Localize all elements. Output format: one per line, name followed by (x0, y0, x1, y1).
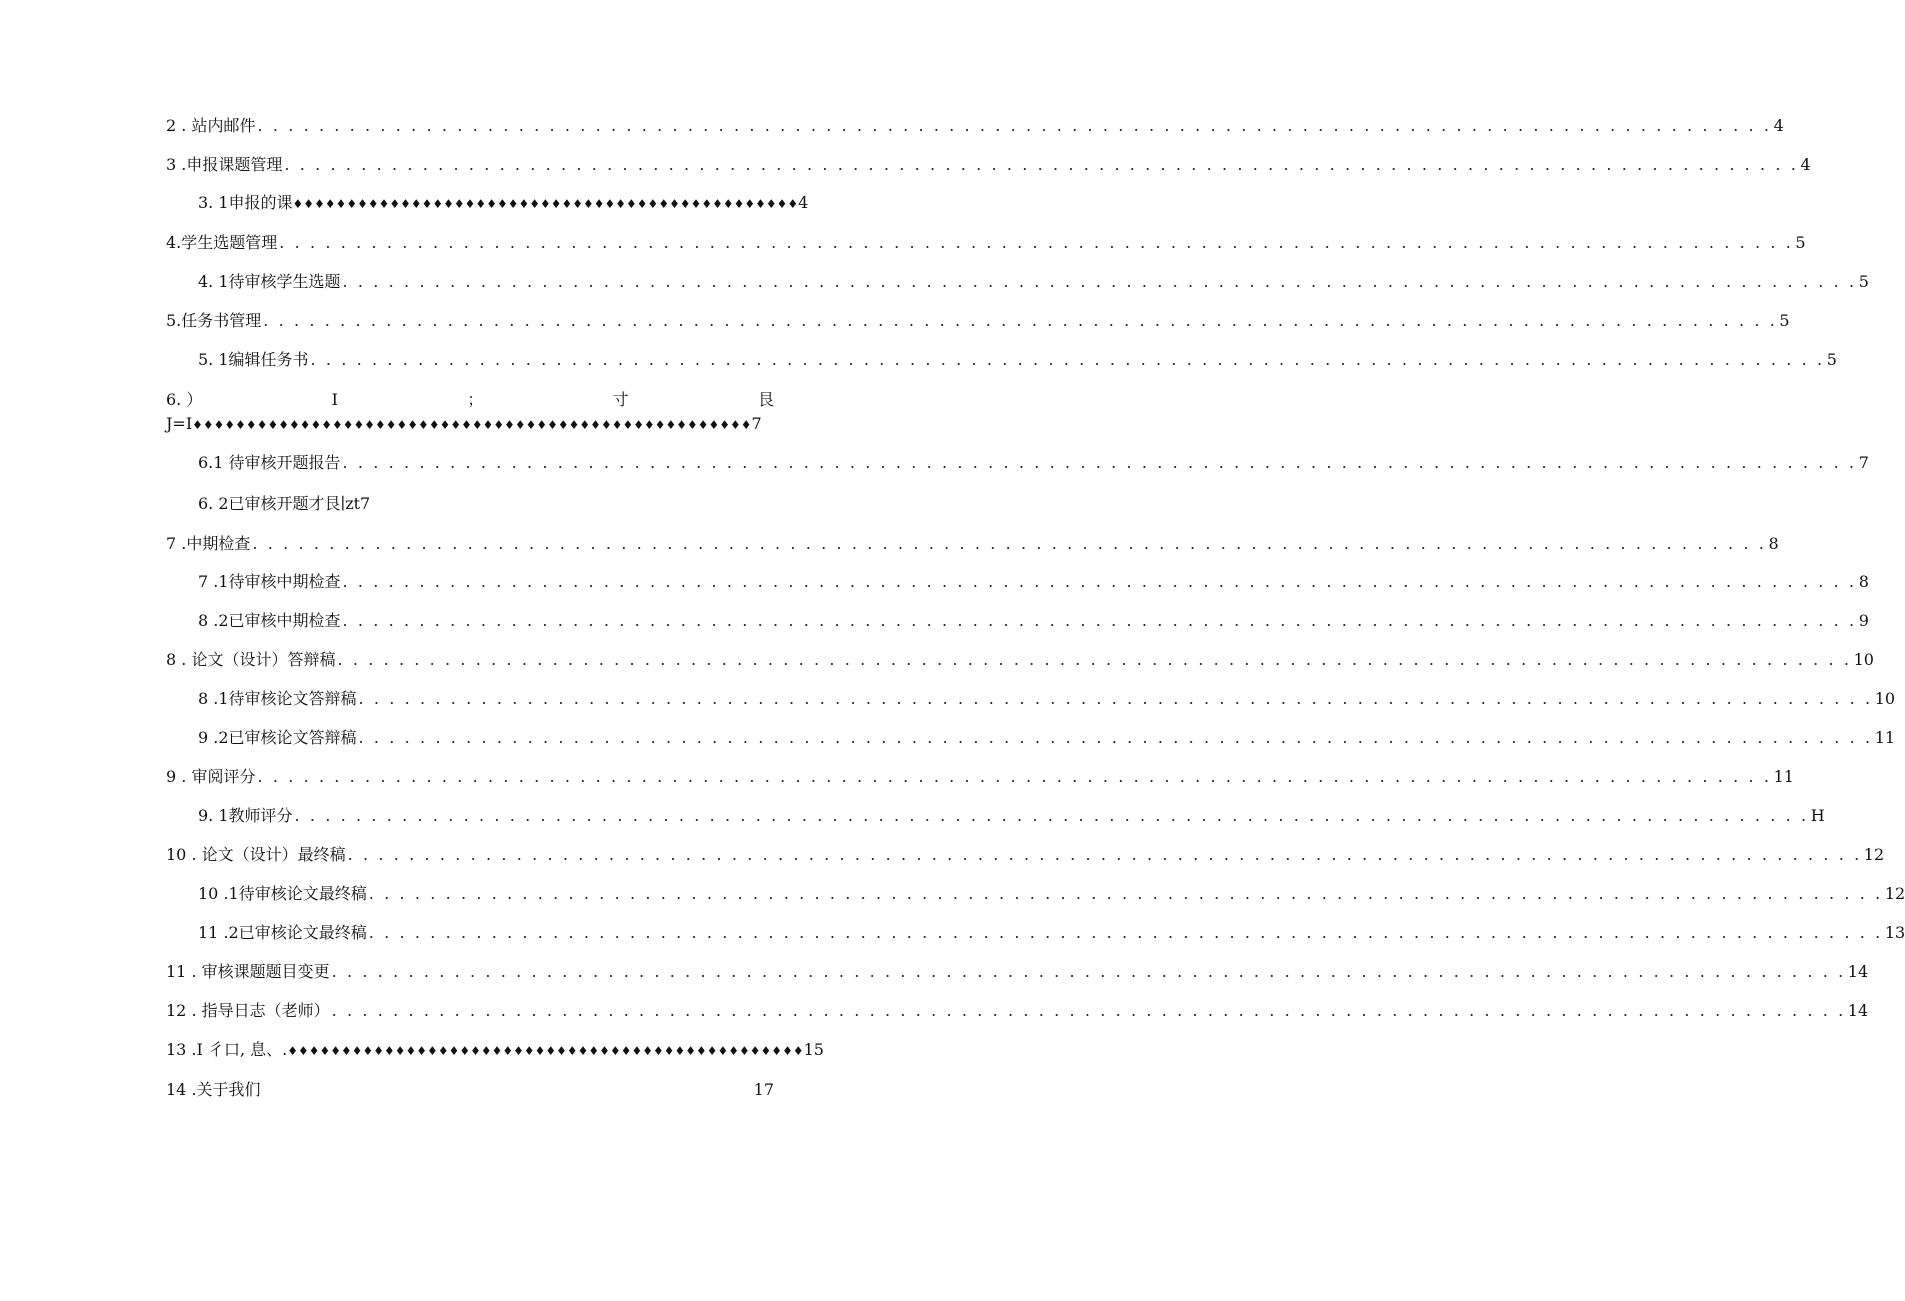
toc-entry (198, 451, 1869, 475)
toc-entry (166, 1078, 774, 1102)
toc-entry-page: 7 (751, 414, 762, 433)
toc-entry (198, 726, 1896, 750)
toc-entry (166, 412, 762, 436)
toc-entry-page: 4 (798, 193, 809, 212)
toc-entry-page: 9 (1858, 611, 1869, 630)
toc-leader-dots (282, 153, 1800, 177)
toc-garbled-leader: ♦♦♦♦♦♦♦♦♦♦♦♦♦♦♦♦♦♦♦♦♦♦♦♦♦♦♦♦♦♦♦♦♦♦♦♦♦♦♦♦♦♦♦♦♦♦♦ (292, 197, 799, 211)
toc-leader-dots (341, 270, 1859, 294)
toc-leader-dots (250, 532, 1768, 556)
toc-entry (166, 999, 1869, 1023)
toc-leader-dots (367, 882, 1885, 906)
toc-leader-dots (341, 570, 1859, 594)
toc-entry (198, 191, 809, 215)
toc-entry (198, 570, 1869, 594)
toc-entry (198, 882, 1905, 906)
toc-entry (198, 921, 1905, 945)
toc-entry-page: 13 (1884, 923, 1905, 942)
toc-entry-page: 8 (1858, 572, 1869, 591)
toc-entry-page: 14 (1847, 1001, 1869, 1020)
toc-entry-label: 9 . 审阅评分 (166, 767, 256, 786)
toc-entry-label: 14 .关于我们 (166, 1080, 261, 1099)
toc-fragment: 6. ） (166, 390, 203, 409)
toc-entry-label: 3 .申报课题管理 (166, 155, 283, 174)
toc-entry-page: 15 (803, 1040, 824, 1059)
toc-entry (198, 348, 1837, 372)
toc-entry-label: 8 .2已审核中期检查 (198, 611, 341, 630)
toc-entry-label: 4.学生选题管理 (166, 233, 278, 252)
toc-entry-label: 6.1 待审核开题报告 (198, 453, 341, 472)
toc-entry-page: 11 (1874, 728, 1896, 747)
toc-entry-label: 11 .2已审核论文最终稿 (198, 923, 367, 942)
toc-entry (198, 687, 1896, 711)
toc-entry-page: 12 (1863, 845, 1885, 864)
toc-leader-dots (261, 309, 1779, 333)
toc-entry-page: 17 (753, 1080, 774, 1099)
toc-entry-label: 8 .1待审核论文答辩稿 (198, 689, 357, 708)
toc-entry-page: 8 (1768, 534, 1779, 553)
toc-entry (166, 765, 1794, 789)
toc-entry (198, 609, 1869, 633)
toc-entry-label: 2 . 站内邮件 (166, 116, 256, 135)
toc-leader-dots (357, 726, 1875, 750)
toc-entry (198, 270, 1869, 294)
toc-entry (166, 1038, 824, 1062)
toc-entry-label: 4. 1待审核学生选题 (198, 272, 341, 291)
toc-entry-page: 4 (1800, 155, 1811, 174)
toc-fragment: 寸 (612, 390, 629, 409)
toc-entry (198, 804, 1825, 828)
toc-entry-label: 3. 1申报的课 (198, 193, 293, 212)
toc-entry-page: 4 (1773, 116, 1784, 135)
toc-leader-dots (367, 921, 1885, 945)
toc-entry-page: 7 (1858, 453, 1869, 472)
toc-entry (166, 960, 1869, 984)
toc-leader-dots (346, 843, 1864, 867)
toc-entry-scattered (166, 388, 774, 412)
toc-leader-dots (255, 114, 1773, 138)
toc-entry-label: 10 .1待审核论文最终稿 (198, 884, 367, 903)
toc-fragment: I (331, 390, 338, 409)
toc-entry-label: 7 .1待审核中期检查 (198, 572, 341, 591)
toc-entry (166, 231, 1806, 255)
toc-leader-dots (277, 231, 1795, 255)
toc-entry (166, 648, 1874, 672)
toc-leader-dots (255, 765, 1773, 789)
toc-entry-label: J=I (166, 414, 193, 433)
toc-entry-page: 11 (1773, 767, 1794, 786)
toc-fragment: ； (467, 390, 484, 409)
toc-entry (166, 532, 1779, 556)
toc-entry-label: 12 . 指导日志（老师） (166, 1001, 330, 1020)
toc-entry-page: 5 (1779, 311, 1790, 330)
toc-entry-page: 5 (1858, 272, 1869, 291)
toc-leader-dots (357, 687, 1875, 711)
toc-entry-page: 14 (1847, 962, 1869, 981)
toc-leader-dots (309, 348, 1827, 372)
toc-leader-dots (330, 999, 1848, 1023)
toc-entry-label: 11 . 审核课题题目变更 (166, 962, 330, 981)
toc-garbled-leader: ♦♦♦♦♦♦♦♦♦♦♦♦♦♦♦♦♦♦♦♦♦♦♦♦♦♦♦♦♦♦♦♦♦♦♦♦♦♦♦♦♦♦♦♦♦♦♦♦ (287, 1044, 804, 1058)
toc-leader-dots (293, 804, 1811, 828)
toc-garbled-leader: ♦♦♦♦♦♦♦♦♦♦♦♦♦♦♦♦♦♦♦♦♦♦♦♦♦♦♦♦♦♦♦♦♦♦♦♦♦♦♦♦♦♦♦♦♦♦♦♦♦♦♦♦ (192, 418, 752, 432)
toc-entry (166, 843, 1885, 867)
toc-entry (166, 309, 1790, 333)
toc-entry-label: 9 .2已审核论文答辩稿 (198, 728, 357, 747)
toc-entry-label: 8 . 论文（设计）答辩稿 (166, 650, 336, 669)
toc-entry-page: H (1810, 806, 1825, 825)
toc-leader-dots (335, 648, 1853, 672)
toc-leader-dots (341, 609, 1859, 633)
toc-entry (198, 492, 498, 516)
toc-leader-dots (341, 451, 1859, 475)
toc-entry-label: 5.任务书管理 (166, 311, 262, 330)
toc-entry (166, 153, 1811, 177)
toc-fragment: 艮 (757, 390, 774, 409)
toc-entry-label: 5. 1编辑任务书 (198, 350, 309, 369)
toc-entry-label: 7 .中期检查 (166, 534, 251, 553)
toc-entry-page: 10 (1853, 650, 1874, 669)
toc-entry-label: 10 . 论文（设计）最终稿 (166, 845, 346, 864)
toc-leader-dots (330, 960, 1848, 984)
toc-entry-text: 6. 2已审核开题才艮∣zt7 (198, 494, 371, 513)
toc-entry-label: 13 .I 彳口, 息、. (166, 1040, 288, 1059)
toc-entry-page: 5 (1795, 233, 1806, 252)
toc-entry-label: 9. 1教师评分 (198, 806, 293, 825)
toc-entry-page: 5 (1826, 350, 1837, 369)
toc-entry (166, 114, 1784, 138)
toc-entry-page: 12 (1884, 884, 1905, 903)
toc-entry-page: 10 (1874, 689, 1896, 708)
